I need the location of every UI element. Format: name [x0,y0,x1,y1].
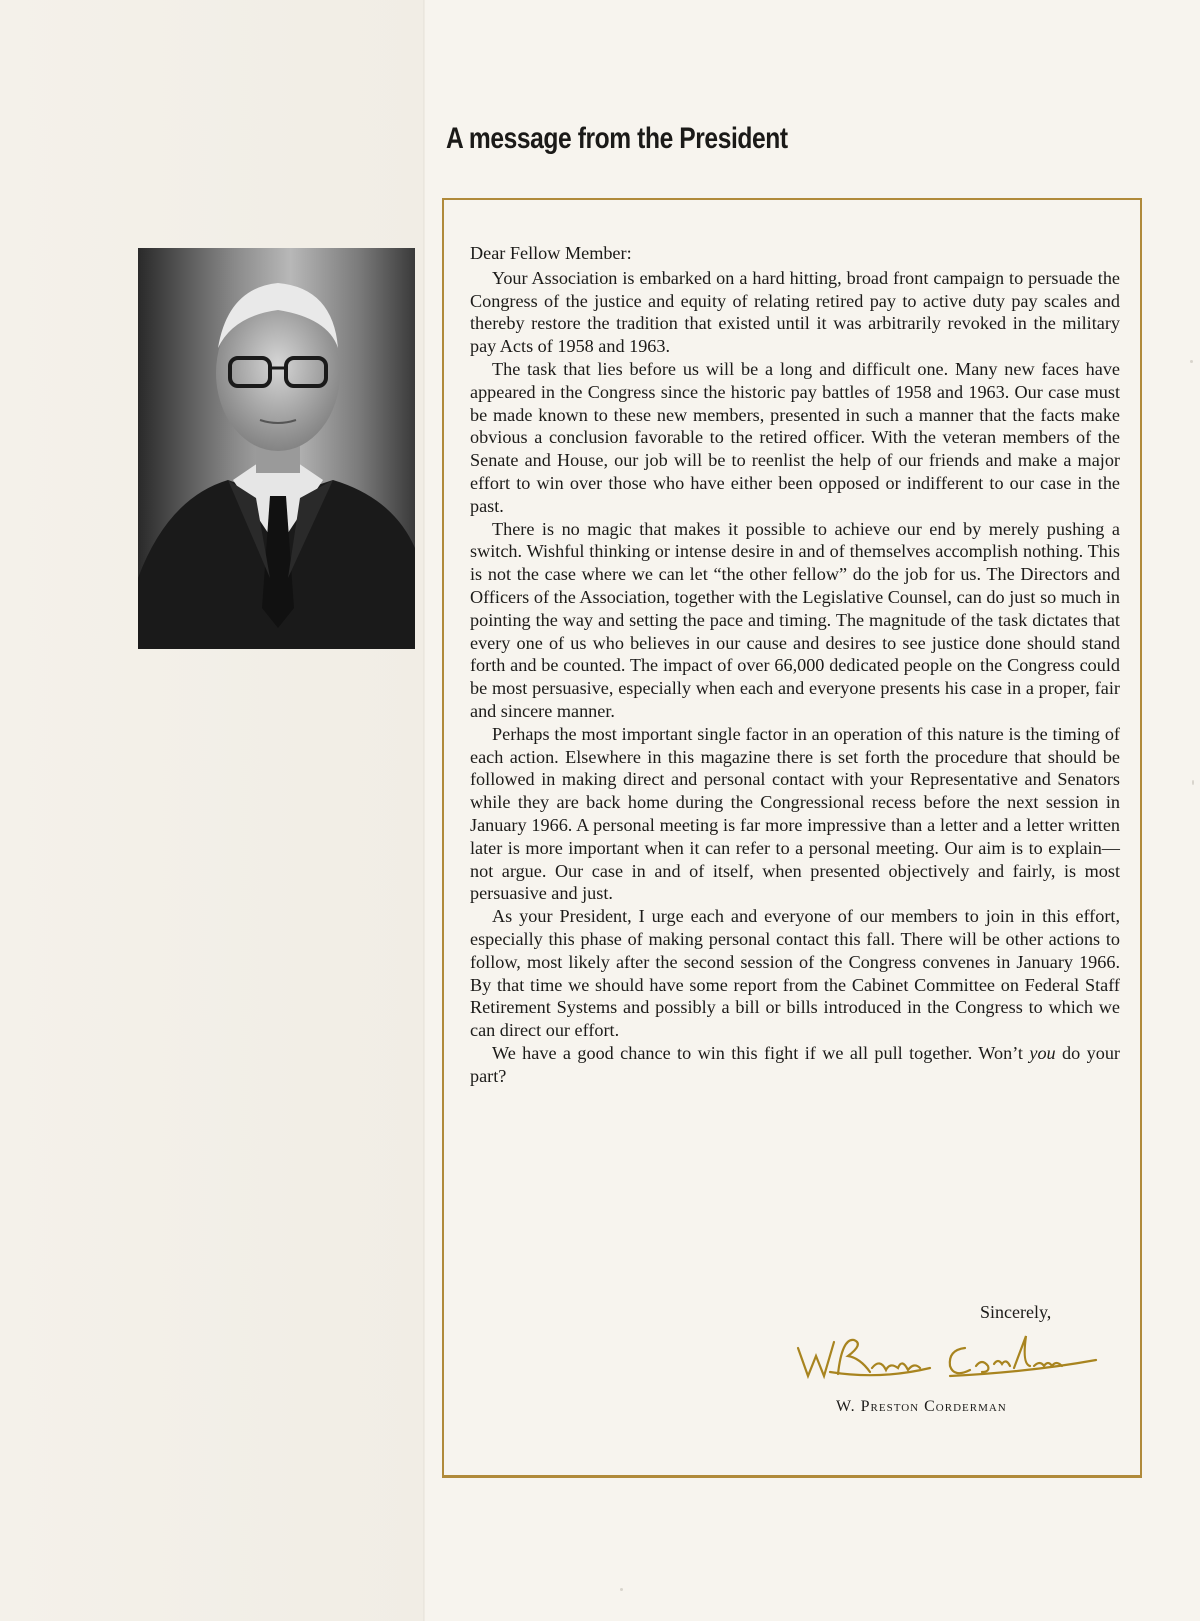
letter-paragraph: Perhaps the most important single factor in an operation of this nature is the timing of each action. Elsewhere in this magazine there is set forth the procedure that should be followed in making direct and personal contact with your Representative and Senators while they are back home during the Congressional recess before the next session in January 1966. A personal meeting is far more impressive than a letter and a letter written later is more important when it can refer to a personal meeting. Our aim is to explain—not argue. Our case in and of itself, when presented objectively and fairly, is most persuasive and just. [470,723,1120,904]
handwritten-signature-icon [790,1328,1100,1388]
letter-paragraph: The task that lies before us will be a long and difficult one. Many new faces have appeared in the Congress since the historic pay battles of 1958 and 1963. Our case must be made known to these new members, presented in such a manner that the facts make obvious a conclusion favorable to the retired officer. With the veteran members of the Senate and House, our job will be to reenlist the help of our friends and make a major effort to win over those who have either been opposed or indifferent to our case in the past. [470,358,1120,516]
letter-body [470,242,1120,1087]
paper-speck [1192,780,1194,785]
letter-paragraph: As your President, I urge each and everyone of our members to join in this effort, especially this phase of making personal contact this fall. There will be other actions to follow, most likely after the second session of the Congress convenes in January 1966. By that time we should have some report from the Cabinet Committee on Federal Staff Retirement Systems and possibly a bill or bills introduced in the Congress to which we can direct our effort. [470,906,1120,1041]
page-fold [423,0,425,1621]
signer-name: W. Preston Corderman [836,1398,1007,1415]
paper-speck [620,1588,623,1591]
emphasis-you: you [1029,1042,1056,1063]
paper-speck [1190,360,1193,363]
letter-paragraph: There is no magic that makes it possible to achieve our end by merely pushing a switch. Wishful thinking or intense desire in and of themselves accomplish nothing. This is not the case where we can let “the other fellow” do the job for us. The Directors and Officers of the Association, together with the Legislative Counsel, can do just so much in pointing the way and setting the pace and timing. The magnitude of the task dictates that every one of us who believes in our cause and desires to see justice done should stand forth and be counted. The impact of over 66,000 dedicated people on the Congress could be most persuasive, especially when each and everyone presents his case in a proper, fair and sincere manner. [470,518,1120,721]
salutation: Dear Fellow Member: [470,243,632,263]
closing: Sincerely, [980,1302,1052,1322]
letter-paragraph: Your Association is embarked on a hard hitting, broad front campaign to persuade the Congress of the justice and equity of relating retired pay to active duty pay scales and thereby restore the tradition that existed until it was arbitrarily revoked in the military pay Acts of 1958 and 1963. [470,267,1120,357]
president-portrait [138,248,415,649]
portrait-photo-icon [138,248,415,649]
letter-paragraph-final [470,1042,1120,1088]
signature-image [790,1328,1100,1388]
final-text-end: do your part? [470,1042,1120,1086]
final-text-start: We have a good chance to win this fight if we all pull together. Won’t [492,1042,1030,1063]
left-margin [0,0,425,1621]
page-title: A message from the President [446,122,788,155]
